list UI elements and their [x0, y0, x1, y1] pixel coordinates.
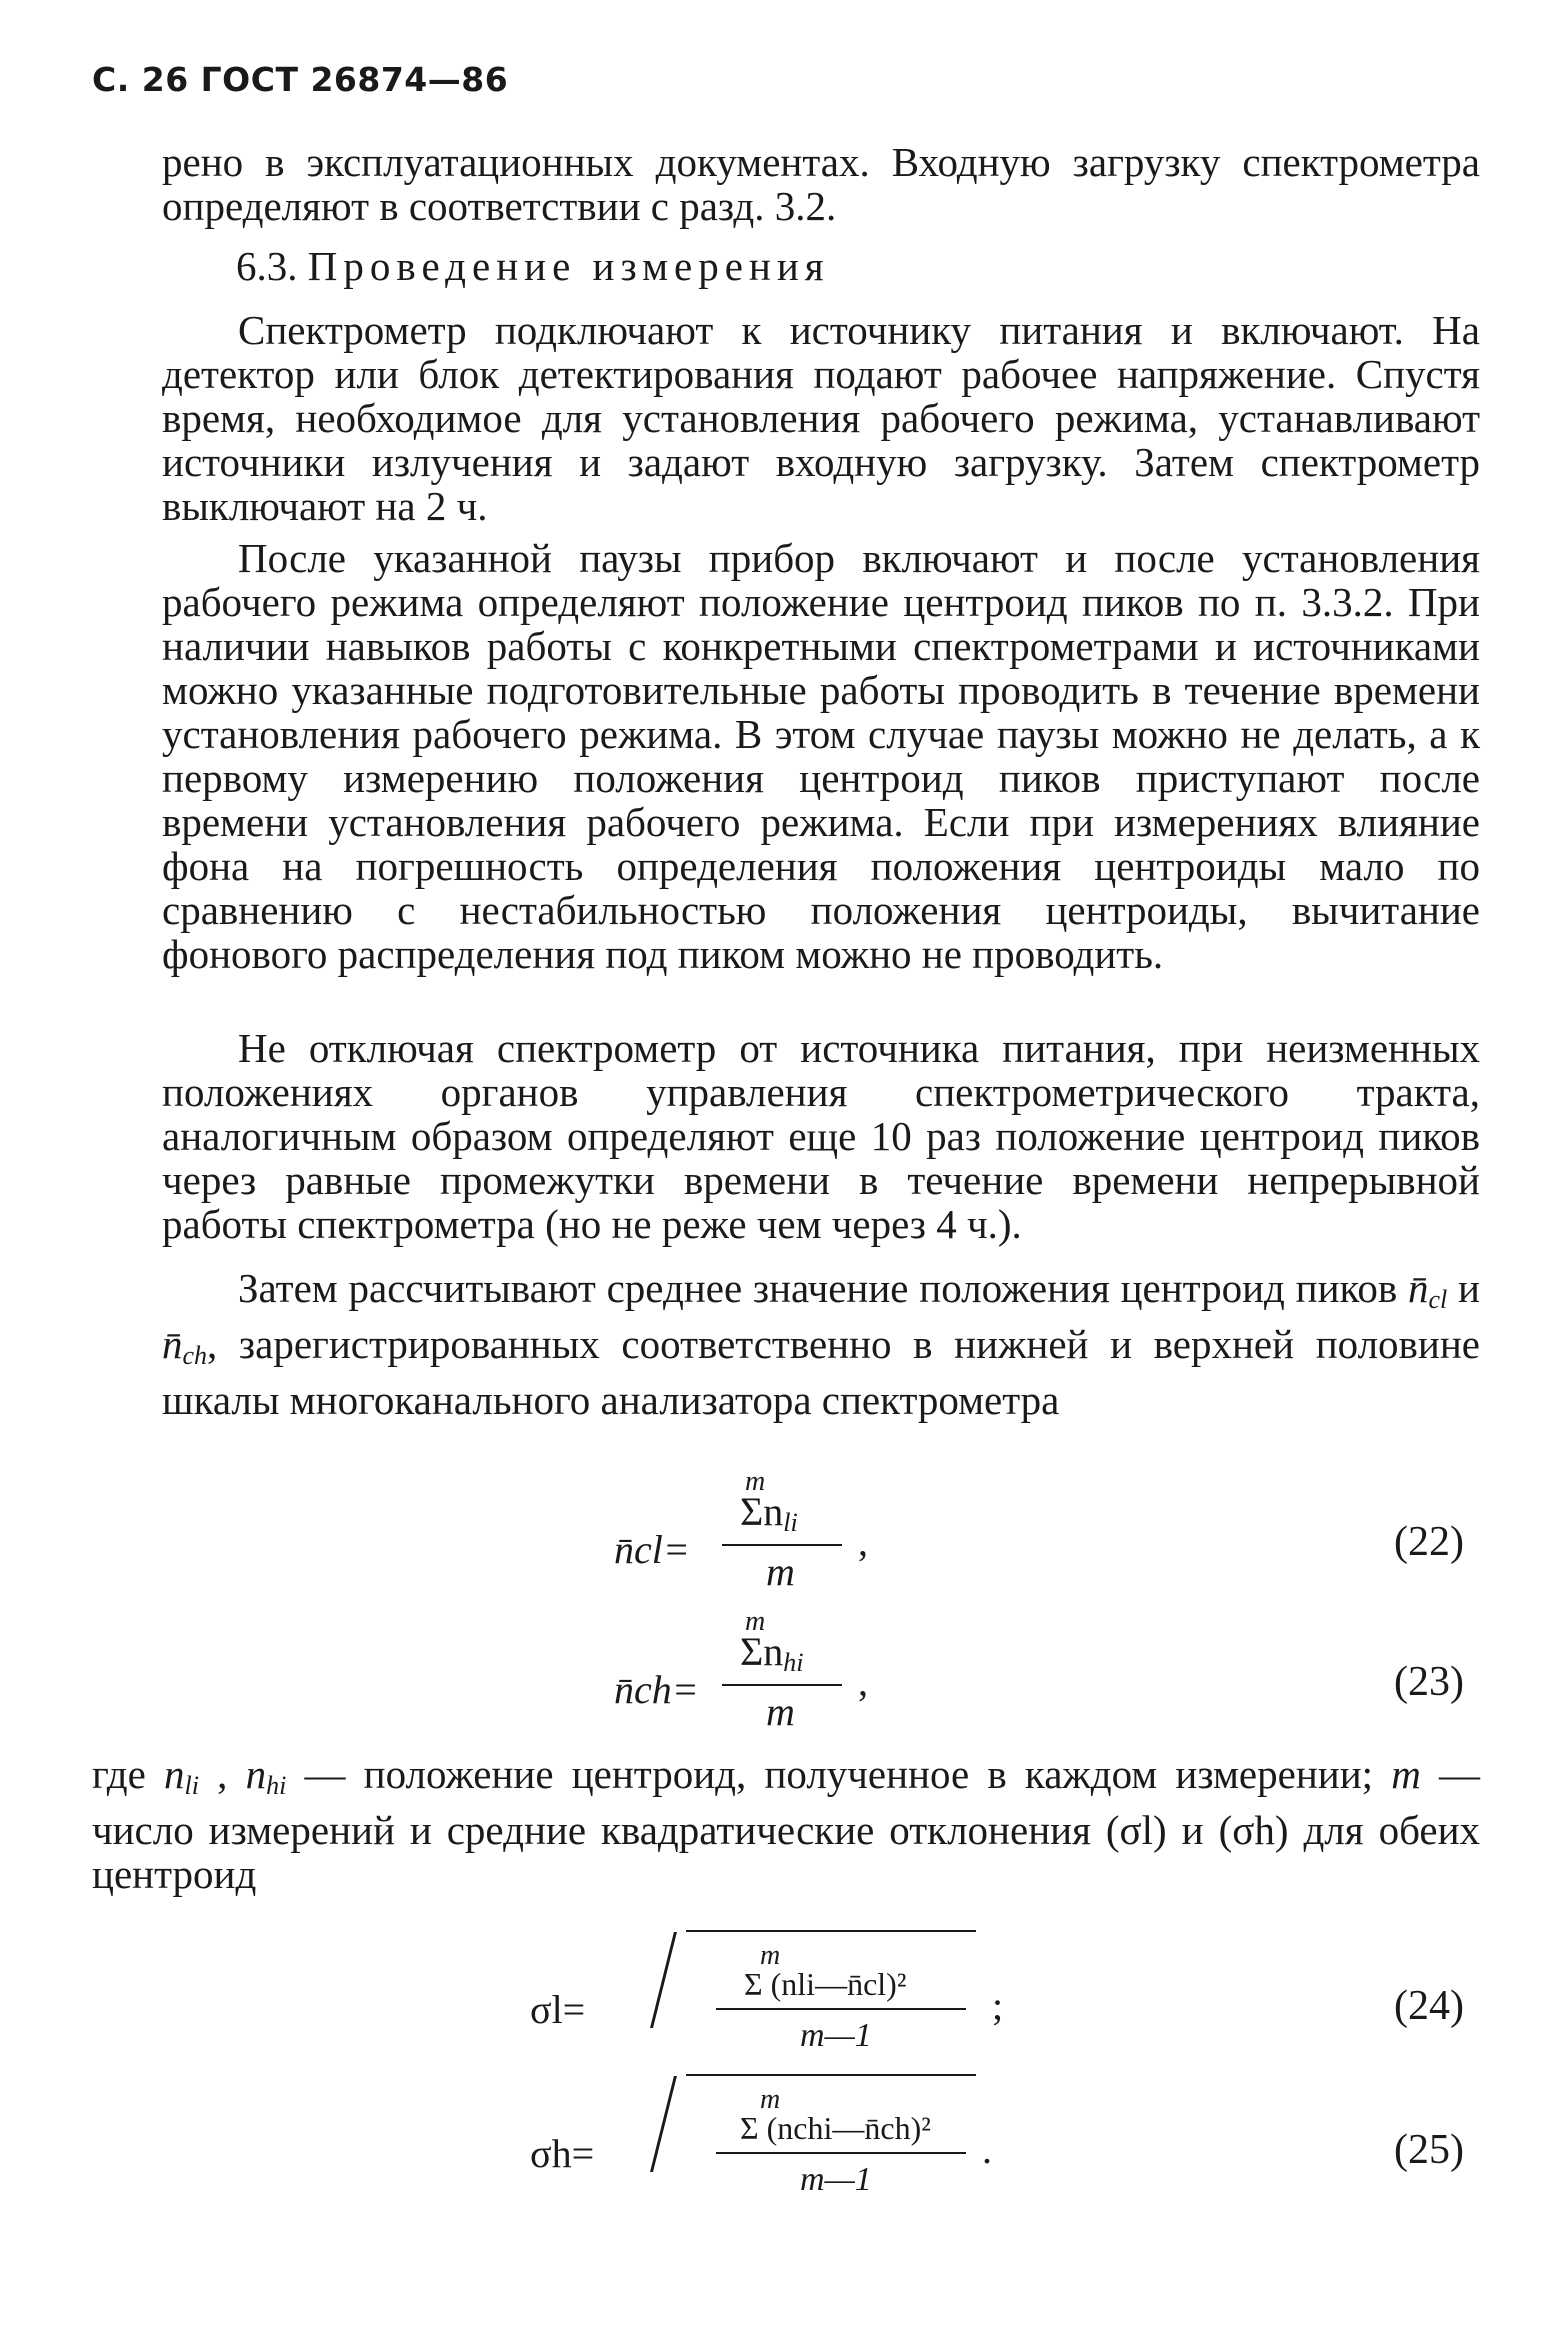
eq25-number: (25) — [1394, 2127, 1464, 2173]
eq25-denominator: m—1 — [800, 2161, 872, 2198]
eq22-denominator: m — [766, 1549, 795, 1594]
eq22-number: (22) — [1394, 1519, 1464, 1565]
eq24-radical-sign — [650, 1932, 677, 2028]
symbol-n-cl: $n̄_{cl}$ — [1408, 1265, 1448, 1314]
eq22-numerator: $\Sigma n_{li}$ — [740, 1489, 798, 1537]
eq24-trail: ; — [992, 1983, 1004, 2028]
section-heading — [236, 244, 1480, 288]
p5-text-a: Затем рассчитывают среднее значение положения центроид пиков — [238, 1265, 1398, 1311]
symbol-n-ch: $n̄_{ch}$ — [162, 1321, 208, 1370]
p5-text-b: и — [1458, 1265, 1480, 1311]
symbol-sigma-h: (σh) — [1218, 1807, 1289, 1853]
symbol-n-hi: $n_{hi}$ — [245, 1751, 287, 1800]
page-header: С. 26 ГОСТ 26874—86 — [92, 60, 509, 99]
paragraph-2: Спектрометр подключают к источнику питания и включают. На детектор или блок детектирования подают рабочее напряжение. Спустя время, необходимое для установления рабочего режима, устанавливают источники излучения и задают входную загрузку. Затем спектрометр выключают на 2 ч. — [162, 307, 1480, 529]
eq25-numerator: Σ (nchi—n̄ch)² — [740, 2110, 931, 2146]
eq25-fraction-bar — [716, 2152, 966, 2154]
eq25-radical-sign — [650, 2076, 677, 2172]
eq24-radical-bar — [686, 1930, 976, 1932]
p6-text-d: и — [1181, 1807, 1204, 1853]
symbol-sigma-l: (σl) — [1105, 1807, 1167, 1853]
eq25-radical-bar — [686, 2074, 976, 2076]
symbol-n-li: $n_{li}$ — [164, 1751, 199, 1800]
section-number: 6.3. — [236, 243, 298, 289]
paragraph-4: Не отключая спектрометр от источника питания, при неизменных положениях органов управления спектрометрического тракта, аналогичным образом определяют еще 10 раз положение центроид пиков через равные промежутки времени в течение времени непрерывной работы спектрометра (но не реже чем через 4 ч.). — [162, 1025, 1480, 1247]
eq25-sum-upper: m — [760, 2084, 781, 2115]
eq22-sum-upper: m — [745, 1466, 766, 1497]
eq24-sum-upper: m — [760, 1940, 781, 1971]
section-title: Проведение измерения — [307, 243, 830, 289]
eq22-fraction-bar — [722, 1544, 842, 1546]
eq22-trail: , — [858, 1519, 868, 1564]
p6-text-b: — положение центроид, полученное в каждом измерении; — [304, 1751, 1374, 1797]
eq24-fraction-bar — [716, 2008, 966, 2010]
eq23-fraction-bar — [722, 1684, 842, 1686]
p6-text-e: для обеих центроид — [92, 1807, 1481, 1897]
eq25-lhs: σh= — [530, 2131, 595, 2176]
paragraph-3: После указанной паузы прибор включают и после установления рабочего режима определяют положение центроид пиков по п. 3.3.2. При наличии навыков работы с конкретными спектрометрами и источниками можно указанные подготовительные работы проводить в течение времени установления рабочего режима. В этом случае паузы можно не делать, а к первому измерению положения центроид пиков приступают после времени установления рабочего режима. Если при измерениях влияние фона на погрешность определения положения центроиды мало по сравнению с нестабильностью положения центроиды, вычитание фонового распределения под пиком можно не проводить. — [162, 535, 1480, 977]
symbol-m: m — [1391, 1751, 1421, 1797]
eq23-lhs: n̄ch= — [614, 1667, 699, 1712]
eq24-number: (24) — [1394, 1983, 1464, 2029]
eq22-lhs: n̄cl= — [614, 1527, 690, 1572]
eq23-numerator: $\Sigma n_{hi}$ — [740, 1629, 804, 1677]
eq24-denominator: m—1 — [800, 2017, 872, 2054]
eq24-lhs: σl= — [530, 1987, 586, 2032]
paragraph-1: рено в эксплуатационных документах. Входную загрузку спектрометра определяют в соответствии с разд. 3.2. — [162, 139, 1480, 229]
p6-text-c: — число измерений и средние квадратические отклонения — [92, 1751, 1480, 1853]
eq23-denominator: m — [766, 1689, 795, 1734]
eq24-numerator: Σ (nli—n̄cl)² — [744, 1966, 907, 2002]
paragraph-5 — [162, 1266, 1480, 1422]
p6-text-a: где — [92, 1751, 146, 1797]
p5-text-c: , зарегистрированных соответственно в нижней и верхней половине шкалы многоканального анализатора спектрометра — [162, 1321, 1480, 1423]
eq25-trail: . — [982, 2127, 992, 2172]
eq23-number: (23) — [1394, 1659, 1464, 1705]
paragraph-6: где $n_{li}$ , $n_{hi}$ — положение центроид, полученное в каждом измерении; m — число измерений и средние квадратические отклонения (σl) и (σh) для обеих центроид — [92, 1751, 1481, 1897]
eq23-trail: , — [858, 1659, 868, 1704]
eq23-sum-upper: m — [745, 1606, 766, 1637]
